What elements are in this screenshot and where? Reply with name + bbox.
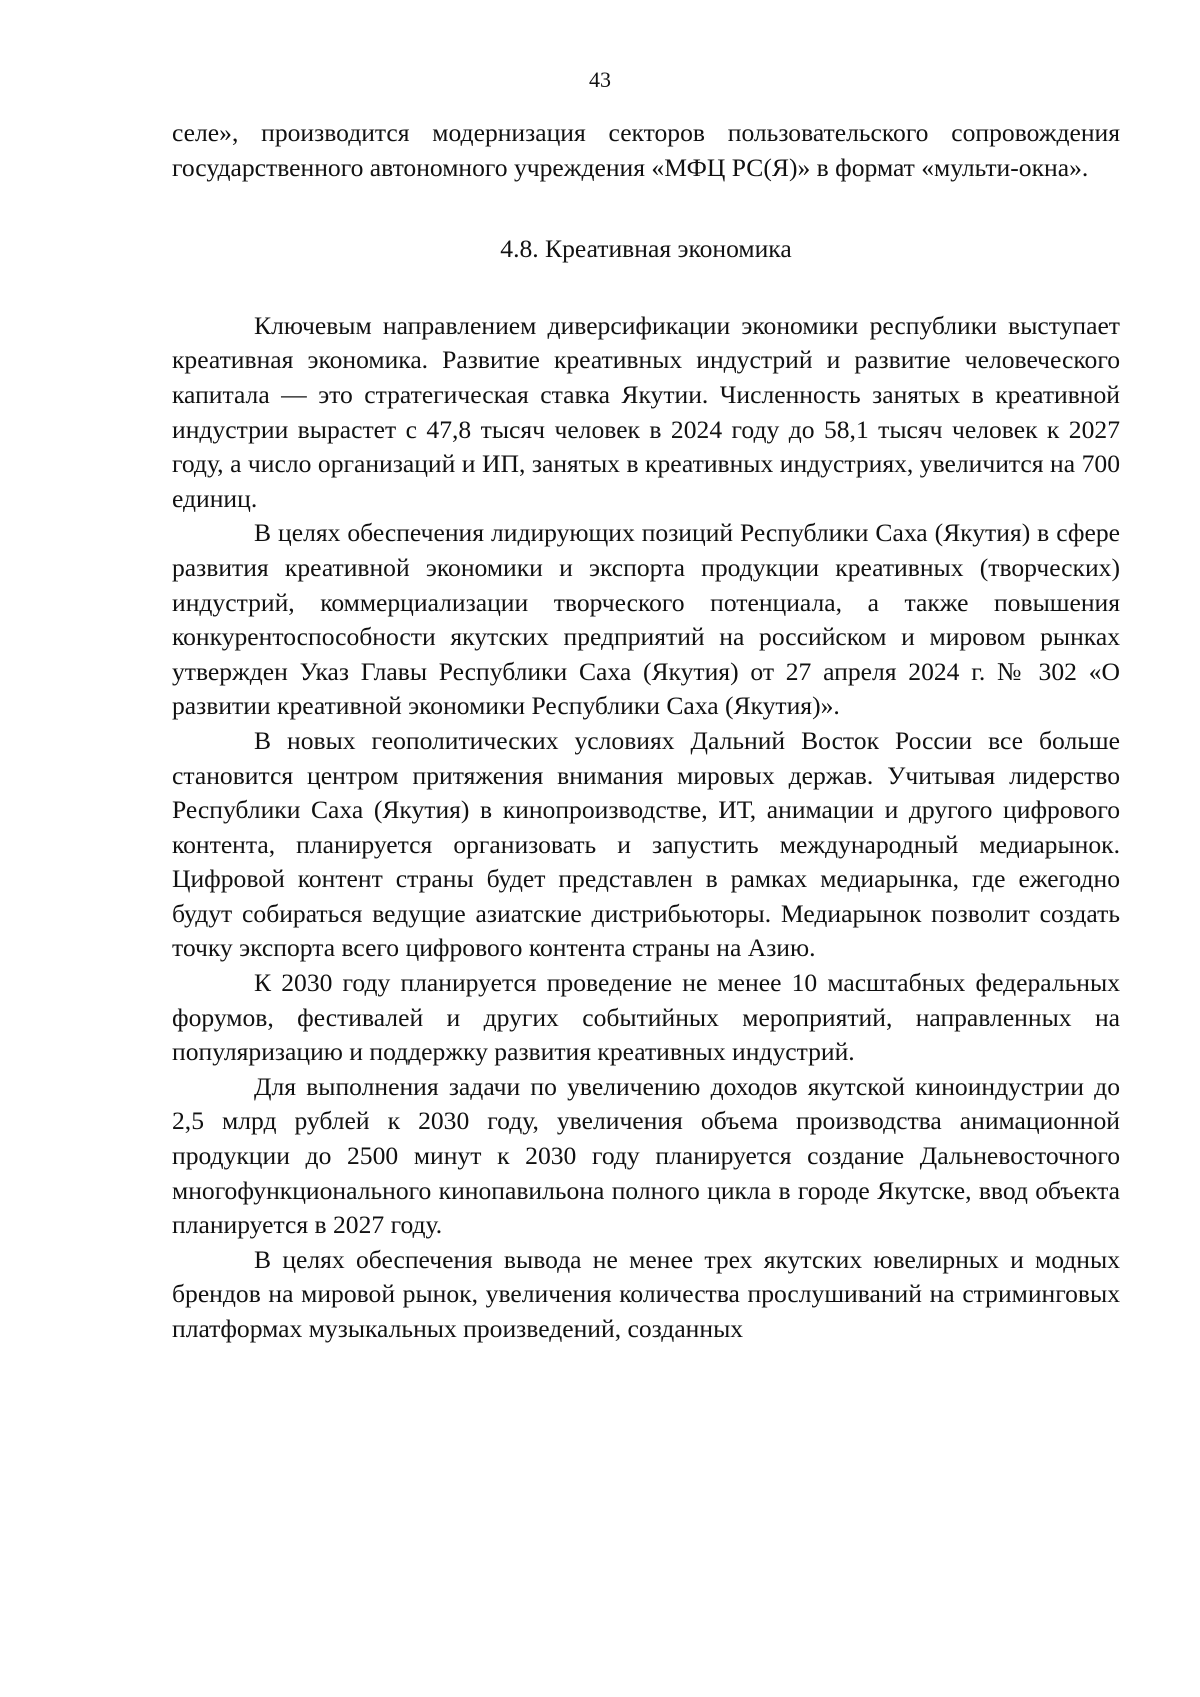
paragraph-film-pavilion: Для выполнения задачи по увеличению доходов якутской киноиндустрии до 2,5 млрд рублей к 2030 году, увеличения объема производства анимационной продукции до 2500 минут к 2030 году планируется создание Дальневосточного многофункционального кинопавильона полного цикла в городе Якутске, ввод объекта планируется в 2027 году. [172, 1071, 1120, 1240]
paragraph-media-market: В новых геополитических условиях Дальний Восток России все больше становится центром притяжения внимания мировых держав. Учитывая лидерство Республики Саха (Якутия) в кинопроизводстве, ИТ, анимации и другого цифрового контента, планируется организовать и запустить международный медиарынок. Цифровой контент страны будет представлен в рамках медиарынка, где ежегодно будут собираться ведущие азиатские дистрибьюторы. Медиарынок позволит создать точку экспорта всего цифрового контента страны на Азию. [172, 725, 1120, 963]
page-number: 43 [589, 67, 611, 92]
document-body [172, 116, 1120, 1347]
paragraph-decree: В целях обеспечения лидирующих позиций Республики Саха (Якутия) в сфере развития креативной экономики и экспорта продукции креативных (творческих) индустрий, коммерциализации творческого потенциала, а также повышения конкурентоспособности якутских предприятий на российском и мировом рынках утвержден Указ Главы Республики Саха (Якутия) от 27 апреля 2024 г. № 302 «О развитии креативной экономики Республики Саха (Якутия)». [172, 518, 1120, 721]
intro-paragraph: селе», производится модернизация секторов пользовательского сопровождения государственного автономного учреждения «МФЦ РС(Я)» в формат «мульти-окна». [172, 118, 1120, 182]
paragraph-brands: В целях обеспечения вывода не менее трех якутских ювелирных и модных брендов на мировой рынок, увеличения количества прослушиваний на стриминговых платформах музыкальных произведений, созданных [172, 1244, 1120, 1343]
paragraph-forums: К 2030 году планируется проведение не менее 10 масштабных федеральных форумов, фестивалей и других событийных мероприятий, направленных на популяризацию и поддержку развития креативных индустрий. [172, 968, 1120, 1067]
section-heading: 4.8. Креативная экономика [500, 234, 792, 264]
paragraph-creative-economy: Ключевым направлением диверсификации экономики республики выступает креативная экономика. Развитие креативных индустрий и развитие человеческого капитала — это стратегическая ставка Якутии. Численность занятых в креативной индустрии вырастет с 47,8 тысяч человек в 2024 году до 58,1 тысяч человек к 2027 году, а число организаций и ИП, занятых в креативных индустриях, увеличится на 700 единиц. [172, 310, 1120, 513]
